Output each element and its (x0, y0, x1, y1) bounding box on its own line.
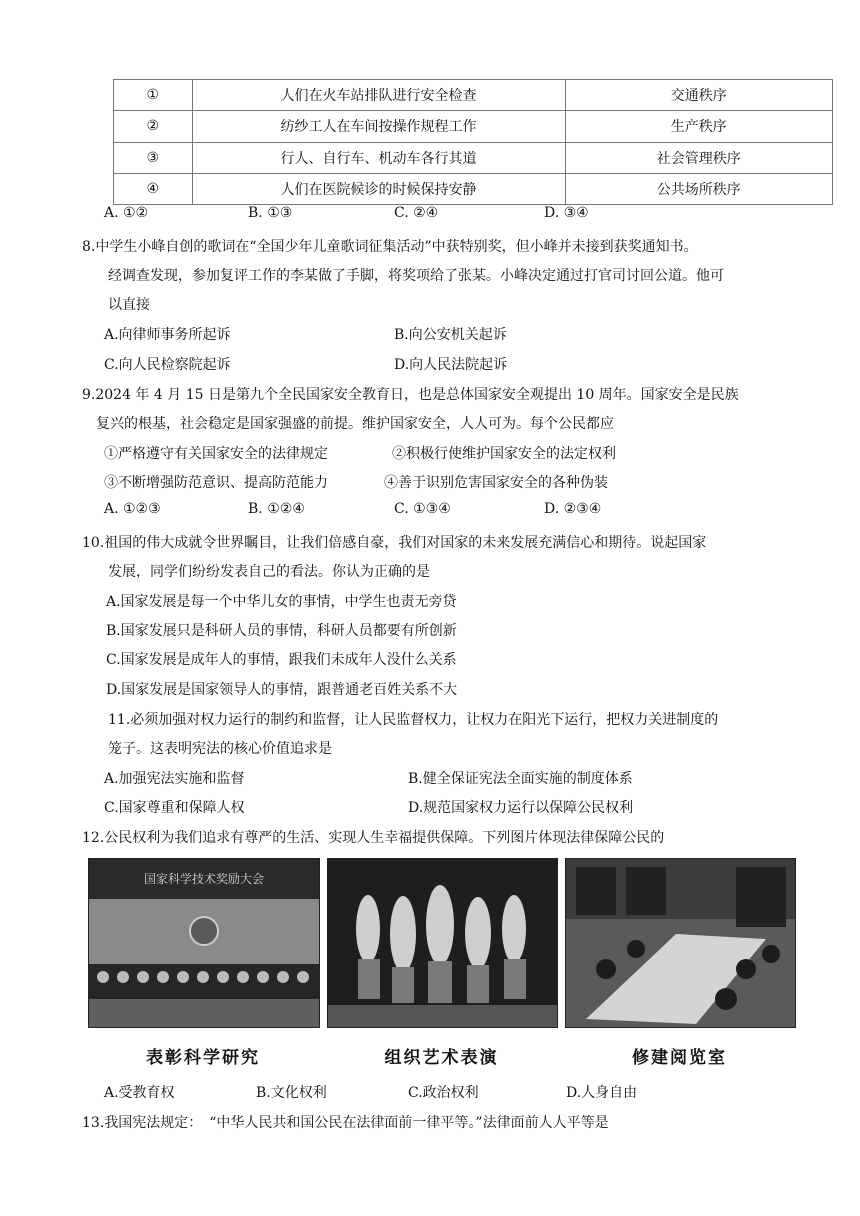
q12-option-a[interactable]: A.受教育权 (104, 1085, 175, 1101)
q9-option-d[interactable]: D. ②③④ (544, 501, 602, 517)
q11-option-a[interactable]: A.加强宪法实施和监督 (104, 771, 245, 787)
q8-stem-line: 8.中学生小峰自创的歌词在“全国少年儿童歌词征集活动”中获特别奖，但小峰并未接到获奖通知书。 (82, 239, 698, 255)
q10-stem-line: 发展，同学们纷纷发表自己的看法。你认为正确的是 (108, 564, 430, 580)
q8-option-a[interactable]: A.向律师事务所起诉 (104, 327, 231, 343)
q11-stem-line: 11.必须加强对权力运行的制约和监督，让人民监督权力，让权力在阳光下运行，把权力关进制度的 (108, 712, 719, 728)
table-row (114, 173, 833, 204)
photo-art-performance-image (328, 859, 557, 1027)
q9-item: ②积极行使维护国家安全的法定权利 (392, 446, 616, 462)
row-description: 人们在医院候诊的时候保持安静 (192, 173, 565, 204)
q9-item: ③不断增强防范意识、提高防范能力 (104, 475, 328, 491)
row-number: ④ (114, 173, 193, 204)
q10-option-d[interactable]: D.国家发展是国家领导人的事情，跟普通老百姓关系不大 (106, 682, 458, 698)
photo-caption: 表彰科学研究 (146, 1048, 260, 1068)
q13-stem-line: 13.我国宪法规定： “中华人民共和国公民在法律面前一律平等。”法律面前人人平等是 (82, 1115, 609, 1131)
table-row (114, 80, 833, 111)
q9-item: ①严格遵守有关国家安全的法律规定 (104, 446, 328, 462)
row-description: 纺纱工人在车间按操作规程工作 (192, 111, 565, 142)
q11-option-c[interactable]: C.国家尊重和保障人权 (104, 800, 245, 816)
q9-stem-line: 复兴的根基，社会稳定是国家强盛的前提。维护国家安全，人人可为。每个公民都应 (96, 416, 614, 432)
photo-art-performance (327, 858, 558, 1028)
q12-option-c[interactable]: C.政治权利 (408, 1085, 479, 1101)
q10-stem-line: 10.祖国的伟大成就令世界瞩目，让我们倍感自豪，我们对国家的未来发展充满信心和期待。说起国家 (82, 535, 707, 551)
q8-stem-line: 以直接 (108, 297, 150, 313)
q9-stem-line: 9.2024 年 4 月 15 日是第九个全民国家安全教育日，也是总体国家安全观提出 10 周年。国家安全是民族 (82, 387, 739, 403)
q7-option-d[interactable]: D. ③④ (544, 205, 589, 221)
q11-stem-line: 笼子。这表明宪法的核心价值追求是 (108, 741, 332, 757)
row-number: ② (114, 111, 193, 142)
q10-option-c[interactable]: C.国家发展是成年人的事情，跟我们未成年人没什么关系 (106, 652, 457, 668)
table-row (114, 142, 833, 173)
q8-option-d[interactable]: D.向人民法院起诉 (394, 357, 508, 373)
photo-banner-text: 国家科学技术奖励大会 (143, 872, 265, 886)
row-number: ③ (114, 142, 193, 173)
row-description: 人们在火车站排队进行安全检查 (192, 80, 565, 111)
q9-option-a[interactable]: A. ①②③ (104, 501, 161, 517)
q12-stem-line: 12.公民权利为我们追求有尊严的生活、实现人生幸福提供保障。下列图片体现法律保障公民的 (82, 830, 665, 846)
photo-caption: 修建阅览室 (632, 1048, 727, 1068)
q7-option-c[interactable]: C. ②④ (394, 205, 439, 221)
photo-science-award-image (89, 859, 319, 1027)
q10-option-a[interactable]: A.国家发展是每一个中华儿女的事情，中学生也责无旁贷 (106, 594, 457, 610)
q12-option-d[interactable]: D.人身自由 (566, 1085, 638, 1101)
photo-reading-room-image (566, 859, 795, 1027)
q11-option-d[interactable]: D.规范国家权力运行以保障公民权利 (408, 800, 634, 816)
row-order-type: 社会管理秩序 (565, 142, 833, 173)
photo-reading-room (565, 858, 796, 1028)
q8-option-c[interactable]: C.向人民检察院起诉 (104, 357, 231, 373)
q9-item: ④善于识别危害国家安全的各种伪装 (384, 475, 608, 491)
q9-option-c[interactable]: C. ①③④ (394, 501, 451, 517)
photo-science-award (88, 858, 320, 1028)
q8-option-b[interactable]: B.向公安机关起诉 (394, 327, 507, 343)
row-description: 行人、自行车、机动车各行其道 (192, 142, 565, 173)
table-row (114, 111, 833, 142)
photo-caption: 组织艺术表演 (384, 1048, 499, 1068)
q8-stem-line: 经调查发现，参加复评工作的李某做了手脚，将奖项给了张某。小峰决定通过打官司讨回公道。他可 (108, 268, 724, 284)
q12-option-b[interactable]: B.文化权利 (256, 1085, 327, 1101)
q10-option-b[interactable]: B.国家发展只是科研人员的事情，科研人员都要有所创新 (106, 623, 457, 639)
q9-option-b[interactable]: B. ①②④ (248, 501, 305, 517)
q7-table (113, 79, 833, 205)
row-number: ① (114, 80, 193, 111)
q11-option-b[interactable]: B.健全保证宪法全面实施的制度体系 (408, 771, 633, 787)
row-order-type: 交通秩序 (565, 80, 833, 111)
q7-option-b[interactable]: B. ①③ (248, 205, 293, 221)
row-order-type: 公共场所秩序 (565, 173, 833, 204)
row-order-type: 生产秩序 (565, 111, 833, 142)
q7-option-a[interactable]: A. ①② (104, 205, 149, 221)
